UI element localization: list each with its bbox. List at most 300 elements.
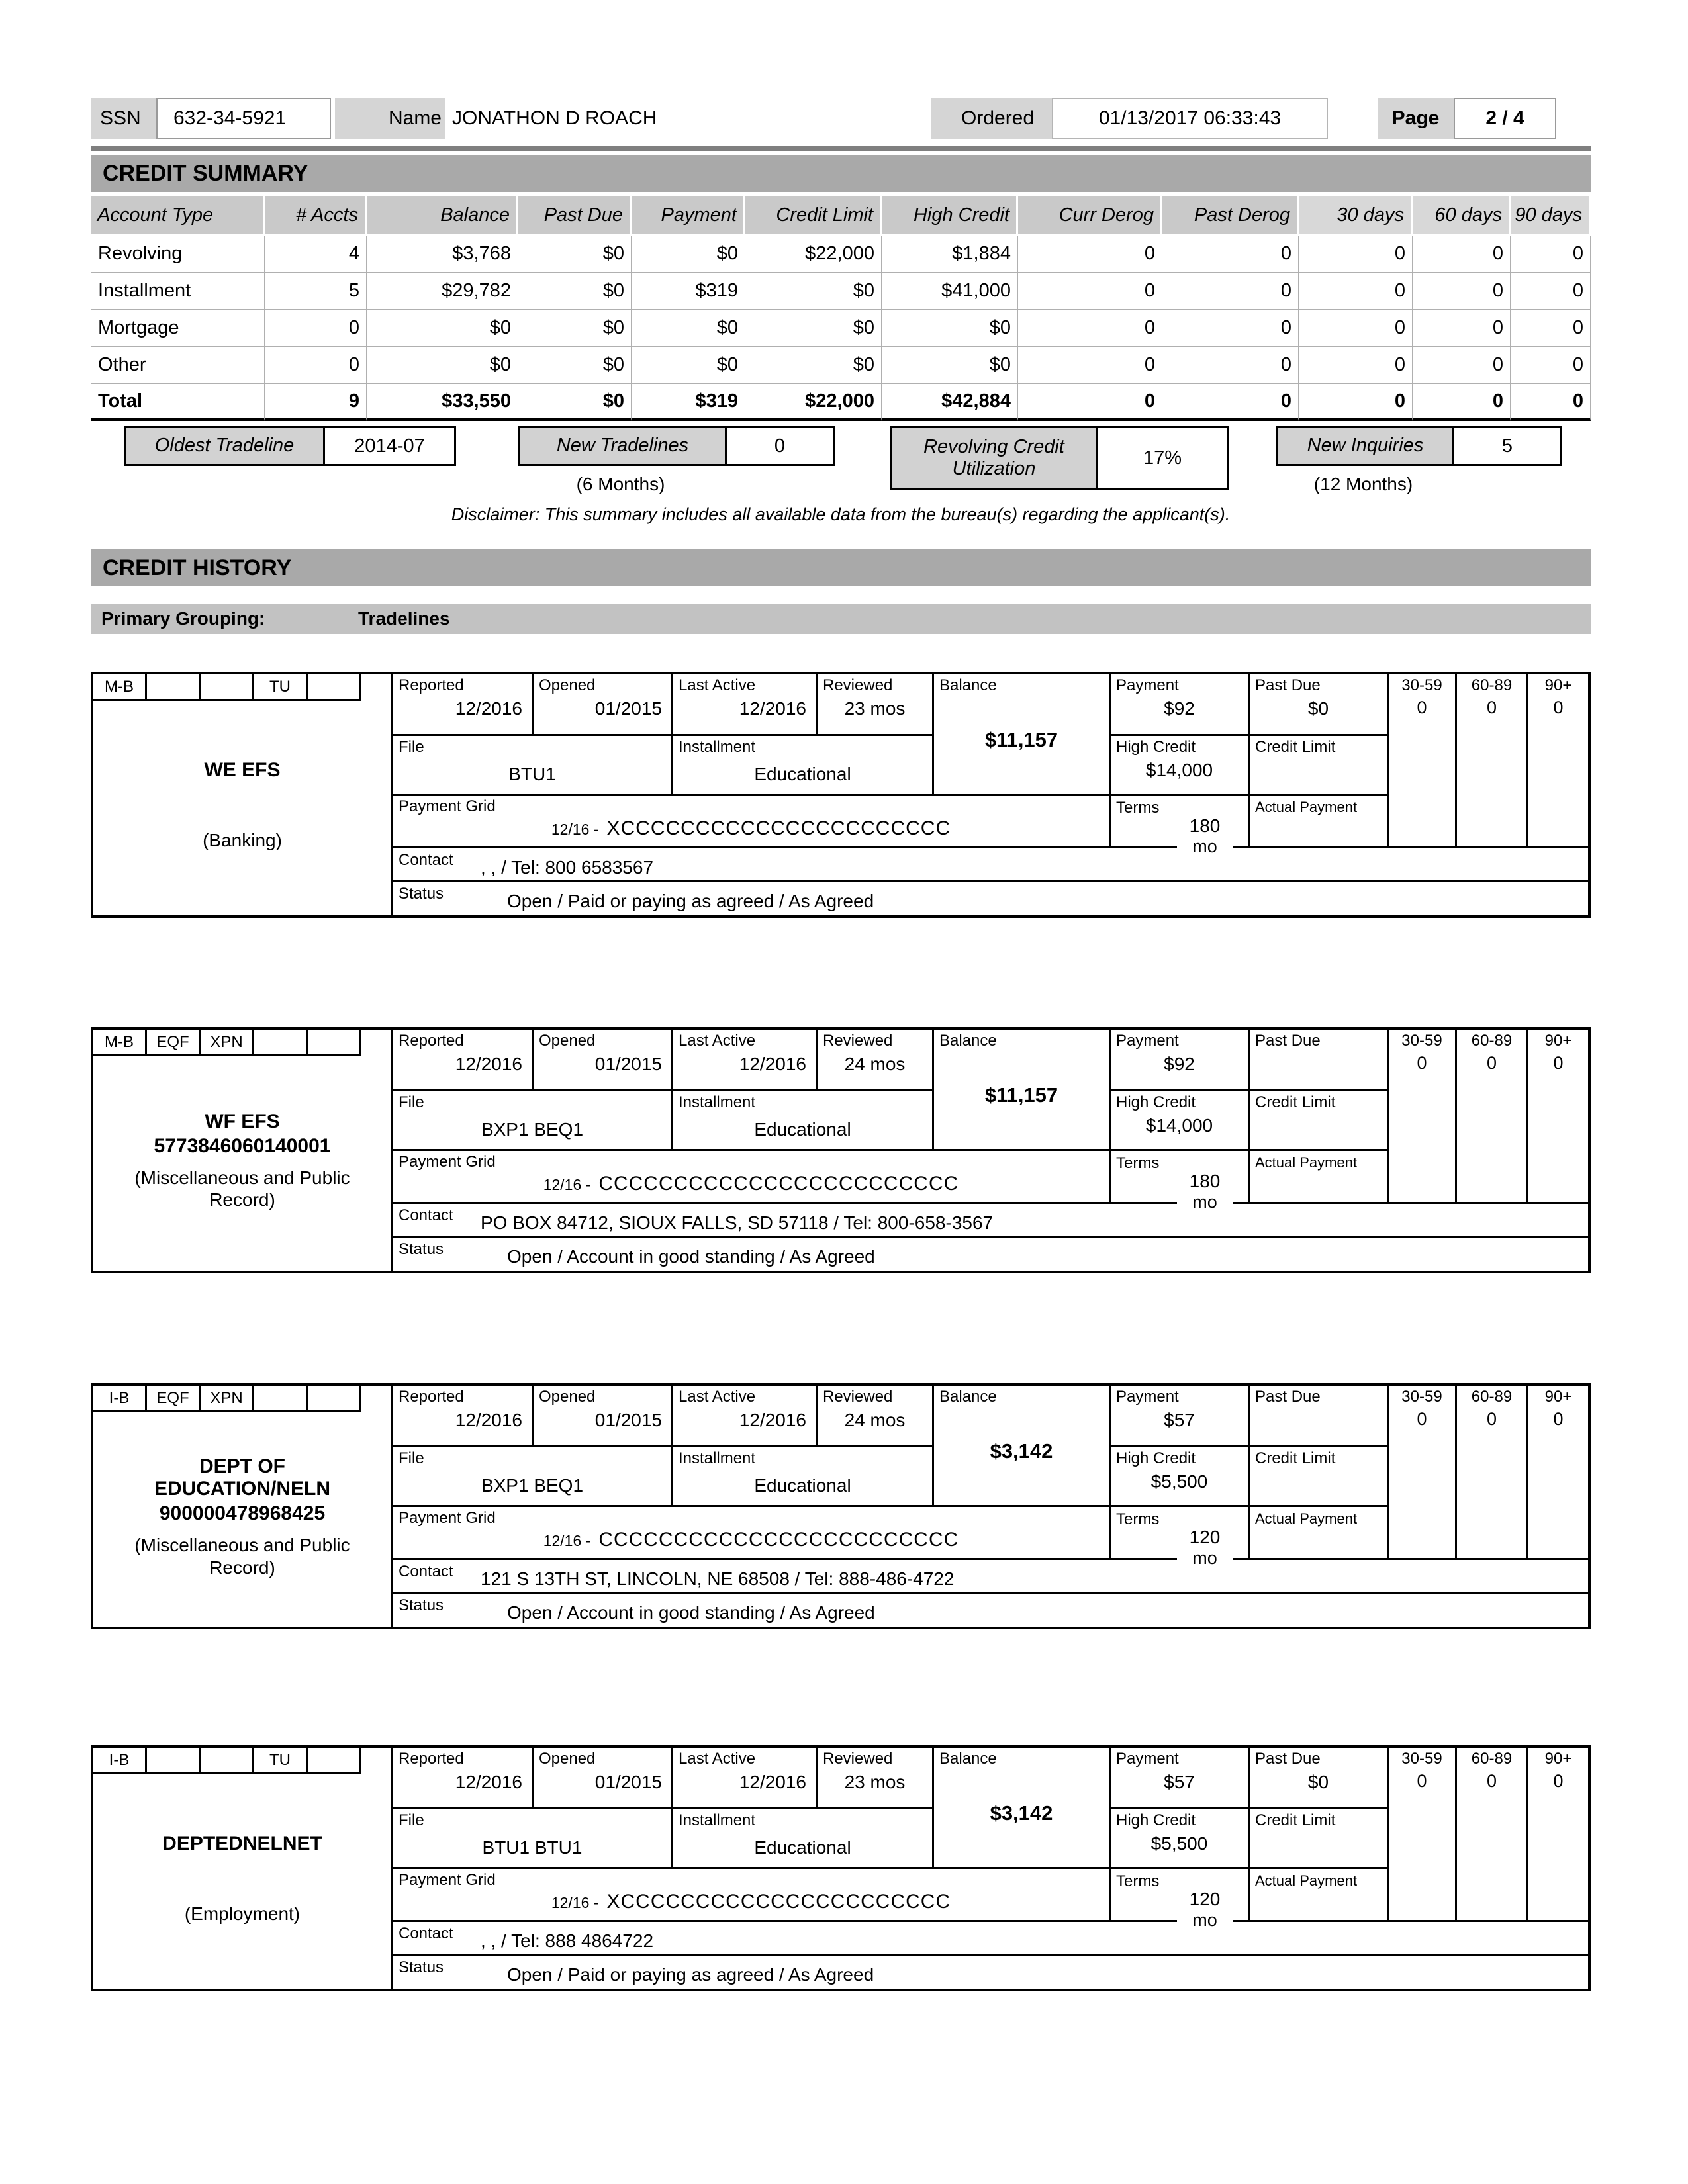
table-row — [91, 347, 1591, 384]
file-value: BTU1 — [508, 764, 556, 785]
file-label: File — [399, 1811, 424, 1829]
late-30-59-label: 30-59 — [1401, 1750, 1442, 1768]
creditor-category: (Miscellaneous and Public Record) — [134, 1167, 350, 1210]
high-credit-label: High Credit — [1116, 1093, 1196, 1111]
late-90-value: 0 — [1553, 1409, 1564, 1429]
late-90-cell — [1528, 1748, 1588, 1922]
terms-value: 120 — [1189, 1889, 1221, 1909]
payment-grid-string: CCCCCCCCCCCCCCCCCCCCCCCC — [598, 1529, 959, 1551]
column-header: Credit Limit — [745, 196, 882, 234]
late-30-59-value: 0 — [1417, 1053, 1427, 1073]
cell: 0 — [1162, 384, 1299, 421]
terms-label: Terms — [1116, 1510, 1160, 1528]
past-due-label: Past Due — [1255, 1750, 1321, 1768]
late-30-59-value: 0 — [1417, 1771, 1427, 1791]
cell: 0 — [1511, 273, 1591, 310]
creditor-panel — [93, 1386, 393, 1627]
cell: Mortgage — [91, 310, 265, 347]
opened-value: 01/2015 — [594, 1772, 662, 1793]
bureau-cell — [201, 674, 254, 701]
cell: $41,000 — [882, 273, 1018, 310]
payment-grid-string: XCCCCCCCCCCCCCCCCCCCCCC — [606, 817, 951, 840]
opened-value: 01/2015 — [594, 1054, 662, 1075]
credit-limit-label: Credit Limit — [1255, 1449, 1336, 1467]
cell: $0 — [367, 310, 518, 347]
last-active-cell — [673, 1748, 818, 1809]
bureau-cell: EQF — [147, 1386, 201, 1412]
status-value: Open / Account in good standing / As Agreed — [507, 1246, 875, 1267]
status-label: Status — [399, 1240, 444, 1258]
late-90-label: 90+ — [1544, 1388, 1572, 1406]
cell: 0 — [1018, 347, 1162, 384]
ordered-label: Ordered — [931, 98, 1052, 139]
cell: 0 — [1018, 236, 1162, 273]
cell: $0 — [367, 347, 518, 384]
reviewed-value: 24 mos — [844, 1054, 906, 1075]
oldest-tradeline-value: 2014-07 — [325, 428, 454, 464]
bureau-cell — [308, 1030, 361, 1056]
cell: 0 — [1018, 310, 1162, 347]
contact-cell — [393, 848, 1588, 882]
summary-badges — [91, 426, 1591, 539]
late-60-89-label: 60-89 — [1471, 1750, 1513, 1768]
reviewed-label: Reviewed — [823, 1032, 893, 1050]
cell: 0 — [1511, 347, 1591, 384]
high-credit-value: $14,000 — [1145, 760, 1213, 781]
high-credit-label: High Credit — [1116, 738, 1196, 756]
cell: 0 — [1018, 273, 1162, 310]
cell: 0 — [1413, 347, 1511, 384]
late-90-value: 0 — [1553, 1771, 1564, 1791]
tradeline-detail-grid — [393, 674, 1588, 915]
cell: 0 — [265, 310, 367, 347]
account-number: 900000478968425 — [159, 1502, 326, 1524]
new-inquiries-value: 5 — [1454, 428, 1560, 464]
bureau-cell — [254, 1386, 308, 1412]
reviewed-cell — [818, 1030, 934, 1091]
bureau-cell: XPN — [201, 1386, 254, 1412]
cell: 0 — [1162, 236, 1299, 273]
terms-unit: mo — [1177, 1192, 1233, 1213]
payment-label: Payment — [1116, 676, 1179, 694]
file-label: File — [399, 1093, 424, 1111]
last-active-value: 12/2016 — [739, 1410, 806, 1431]
last-active-value: 12/2016 — [739, 698, 806, 719]
high-credit-cell — [1111, 736, 1250, 796]
past-due-cell — [1250, 1386, 1389, 1447]
payment-grid-date: 12/16 - — [543, 1176, 591, 1194]
actual-payment-label: Actual Payment — [1255, 1154, 1358, 1171]
cell: Installment — [91, 273, 265, 310]
new-tradelines-value: 0 — [727, 428, 833, 464]
balance-label: Balance — [939, 676, 997, 694]
late-90-cell — [1528, 1030, 1588, 1204]
contact-cell — [393, 1922, 1588, 1956]
credit-limit-label: Credit Limit — [1255, 738, 1336, 756]
terms-cell — [1111, 796, 1250, 856]
file-label: File — [399, 1449, 424, 1467]
cell: Other — [91, 347, 265, 384]
reported-label: Reported — [399, 1032, 464, 1050]
column-header: High Credit — [882, 196, 1018, 234]
opened-cell — [534, 1748, 673, 1809]
terms-unit: mo — [1177, 1910, 1233, 1931]
cell: 5 — [265, 273, 367, 310]
payment-grid-date: 12/16 - — [551, 1894, 599, 1912]
cell: 0 — [1162, 273, 1299, 310]
name-label: Name — [335, 98, 445, 139]
opened-cell — [534, 1030, 673, 1091]
tradeline-block — [91, 1027, 1591, 1273]
late-30-59-cell — [1389, 1030, 1457, 1204]
account-type-detail: Educational — [754, 1475, 851, 1496]
reviewed-label: Reviewed — [823, 1388, 893, 1406]
file-cell — [393, 1091, 673, 1151]
balance-value: $11,157 — [984, 1083, 1058, 1107]
payment-cell — [1111, 1386, 1250, 1447]
last-active-label: Last Active — [679, 1032, 756, 1050]
credit-limit-cell — [1250, 1447, 1389, 1507]
cell: 0 — [1299, 236, 1413, 273]
balance-cell — [934, 1030, 1111, 1151]
bureau-cell: TU — [254, 674, 308, 701]
payment-grid-cell — [393, 796, 1111, 848]
cell: $3,768 — [367, 236, 518, 273]
payment-grid-label: Payment Grid — [399, 797, 496, 815]
cell: $0 — [745, 347, 882, 384]
past-due-cell — [1250, 674, 1389, 736]
terms-cell — [1111, 1869, 1250, 1930]
file-cell — [393, 736, 673, 796]
creditor-category: (Miscellaneous and Public Record) — [134, 1534, 350, 1578]
cell: Revolving — [91, 236, 265, 273]
last-active-value: 12/2016 — [739, 1054, 806, 1075]
cell: 0 — [1299, 384, 1413, 421]
credit-summary-title: CREDIT SUMMARY — [91, 155, 1591, 192]
cell: $22,000 — [745, 384, 882, 421]
late-90-cell — [1528, 1386, 1588, 1560]
cell: $0 — [632, 236, 745, 273]
balance-label: Balance — [939, 1388, 997, 1406]
contact-value: PO BOX 84712, SIOUX FALLS, SD 57118 / Tel: 800-658-3567 — [481, 1212, 994, 1233]
bureau-cell — [308, 1748, 361, 1774]
cell: $22,000 — [745, 236, 882, 273]
payment-value: $92 — [1164, 698, 1195, 719]
late-90-label: 90+ — [1544, 1750, 1572, 1768]
column-header: Balance — [367, 196, 518, 234]
high-credit-cell — [1111, 1447, 1250, 1507]
bureau-cell — [308, 1386, 361, 1412]
creditor-panel — [93, 1030, 393, 1271]
late-60-89-cell — [1457, 1748, 1528, 1922]
past-due-label: Past Due — [1255, 676, 1321, 694]
high-credit-cell — [1111, 1091, 1250, 1151]
creditor-name: DEPTEDNELNET — [162, 1832, 322, 1854]
account-type-detail: Educational — [754, 1837, 851, 1858]
actual-payment-label: Actual Payment — [1255, 1872, 1358, 1889]
cell: $0 — [632, 310, 745, 347]
contact-label: Contact — [399, 1925, 453, 1942]
late-60-89-label: 60-89 — [1471, 676, 1513, 694]
reported-value: 12/2016 — [455, 1772, 522, 1793]
reviewed-cell — [818, 1386, 934, 1447]
cell: $0 — [882, 310, 1018, 347]
last-active-cell — [673, 674, 818, 736]
tradeline-detail-grid — [393, 1748, 1588, 1989]
balance-value: $3,142 — [990, 1439, 1053, 1463]
payment-value: $57 — [1164, 1772, 1195, 1793]
tradeline-block — [91, 1745, 1591, 1991]
column-header: 90 days — [1511, 196, 1591, 234]
cell: $0 — [745, 273, 882, 310]
column-header: 30 days — [1299, 196, 1413, 234]
reviewed-value: 23 mos — [844, 698, 906, 719]
actual-payment-label: Actual Payment — [1255, 799, 1358, 815]
account-type-label: Installment — [679, 738, 756, 756]
late-60-89-value: 0 — [1486, 698, 1497, 717]
late-60-89-label: 60-89 — [1471, 1388, 1513, 1406]
primary-grouping-value: Tradelines — [358, 608, 450, 629]
new-tradelines-box — [518, 426, 835, 466]
payment-grid-cell — [393, 1869, 1111, 1922]
tradeline-detail-grid — [393, 1030, 1588, 1271]
status-cell — [393, 1956, 1588, 1989]
creditor-name: WF EFS — [205, 1111, 280, 1133]
cell: $29,782 — [367, 273, 518, 310]
account-type-cell — [673, 736, 934, 796]
reviewed-value: 24 mos — [844, 1410, 906, 1431]
high-credit-value: $14,000 — [1145, 1115, 1213, 1136]
balance-cell — [934, 674, 1111, 796]
terms-value: 180 — [1189, 1171, 1221, 1191]
opened-label: Opened — [539, 676, 596, 694]
past-due-value: $0 — [1307, 1772, 1329, 1793]
reported-cell — [393, 1386, 534, 1447]
high-credit-cell — [1111, 1809, 1250, 1869]
new-tradelines-period: (6 Months) — [576, 474, 665, 494]
bureau-cell: TU — [254, 1748, 308, 1774]
revolving-utilization-label: Revolving Credit Utilization — [892, 428, 1098, 488]
ssn-value: 632-34-5921 — [156, 98, 331, 139]
cell: $0 — [518, 347, 632, 384]
status-value: Open / Account in good standing / As Agreed — [507, 1602, 875, 1623]
bureau-cell: XPN — [201, 1030, 254, 1056]
file-value: BXP1 BEQ1 — [481, 1119, 584, 1140]
reviewed-label: Reviewed — [823, 1750, 893, 1768]
file-value: BTU1 BTU1 — [482, 1837, 583, 1858]
payment-value: $92 — [1164, 1054, 1195, 1075]
reported-cell — [393, 1030, 534, 1091]
opened-label: Opened — [539, 1032, 596, 1050]
tradeline-block — [91, 1383, 1591, 1629]
oldest-tradeline-box — [124, 426, 456, 466]
summary-disclaimer: Disclaimer: This summary includes all available data from the bureau(s) regarding the applicant(s). — [451, 504, 1231, 524]
account-type-cell — [673, 1091, 934, 1151]
file-cell — [393, 1809, 673, 1869]
late-90-value: 0 — [1553, 1053, 1564, 1073]
cell: $0 — [632, 347, 745, 384]
cell: 0 — [1413, 236, 1511, 273]
actual-payment-cell — [1250, 1869, 1389, 1922]
contact-cell — [393, 1204, 1588, 1238]
new-inquiries-period: (12 Months) — [1313, 474, 1413, 494]
status-label: Status — [399, 885, 444, 903]
last-active-cell — [673, 1030, 818, 1091]
cell: $0 — [518, 310, 632, 347]
late-60-89-value: 0 — [1486, 1771, 1497, 1791]
credit-summary-table — [91, 196, 1591, 421]
cell: $0 — [518, 384, 632, 421]
cell: 0 — [265, 347, 367, 384]
cell: 0 — [1299, 273, 1413, 310]
balance-value: $3,142 — [990, 1801, 1053, 1825]
status-value: Open / Paid or paying as agreed / As Agreed — [507, 891, 874, 911]
opened-label: Opened — [539, 1750, 596, 1768]
payment-label: Payment — [1116, 1388, 1179, 1406]
cell: $0 — [882, 347, 1018, 384]
account-type-label: Installment — [679, 1811, 756, 1829]
late-30-59-cell — [1389, 674, 1457, 848]
balance-label: Balance — [939, 1032, 997, 1050]
payment-label: Payment — [1116, 1750, 1179, 1768]
cell: $0 — [745, 310, 882, 347]
revolving-utilization-box — [890, 426, 1229, 490]
payment-grid-string: XCCCCCCCCCCCCCCCCCCCCCC — [606, 1891, 951, 1913]
column-header: Account Type — [91, 196, 265, 234]
table-row — [91, 236, 1591, 273]
cell: 0 — [1511, 384, 1591, 421]
spacer — [1328, 98, 1378, 139]
file-value: BXP1 BEQ1 — [481, 1475, 584, 1496]
tradeline-block — [91, 672, 1591, 918]
bureau-row — [93, 1030, 391, 1056]
cell: $0 — [518, 273, 632, 310]
name-value: JONATHON D ROACH — [445, 98, 778, 139]
payment-grid-cell — [393, 1507, 1111, 1560]
status-cell — [393, 1594, 1588, 1627]
table-row — [91, 310, 1591, 347]
past-due-cell — [1250, 1030, 1389, 1091]
summary-header-row — [91, 196, 1591, 234]
terms-value: 180 — [1189, 815, 1221, 836]
cell: 0 — [1413, 310, 1511, 347]
high-credit-value: $5,500 — [1150, 1471, 1208, 1492]
account-type-detail: Educational — [754, 1119, 851, 1140]
contact-value: , , / Tel: 800 6583567 — [481, 857, 654, 878]
bureau-cell — [147, 1748, 201, 1774]
bureau-row — [93, 1748, 391, 1774]
cell: 0 — [1162, 347, 1299, 384]
primary-grouping-label: Primary Grouping: — [101, 608, 265, 629]
bureau-cell — [147, 674, 201, 701]
late-60-89-cell — [1457, 674, 1528, 848]
status-cell — [393, 1238, 1588, 1271]
cell: $0 — [518, 236, 632, 273]
cell: 0 — [1162, 310, 1299, 347]
creditor-info — [93, 1056, 391, 1271]
file-label: File — [399, 738, 424, 756]
bureau-cell — [254, 1030, 308, 1056]
creditor-category: (Employment) — [184, 1903, 301, 1925]
page-label: Page — [1378, 98, 1454, 139]
credit-history-title: CREDIT HISTORY — [91, 549, 1591, 586]
status-cell — [393, 882, 1588, 915]
credit-limit-label: Credit Limit — [1255, 1811, 1336, 1829]
cell: 0 — [1413, 384, 1511, 421]
column-header: Curr Derog — [1018, 196, 1162, 234]
late-90-cell — [1528, 674, 1588, 848]
bureau-cell — [201, 1748, 254, 1774]
cell: 0 — [1018, 384, 1162, 421]
actual-payment-cell — [1250, 796, 1389, 848]
late-30-59-cell — [1389, 1748, 1457, 1922]
ordered-value: 01/13/2017 06:33:43 — [1052, 98, 1328, 139]
late-60-89-value: 0 — [1486, 1409, 1497, 1429]
late-30-59-label: 30-59 — [1401, 676, 1442, 694]
payment-cell — [1111, 1748, 1250, 1809]
cell: $33,550 — [367, 384, 518, 421]
revolving-utilization-value: 17% — [1098, 428, 1227, 488]
balance-label: Balance — [939, 1750, 997, 1768]
payment-grid-date: 12/16 - — [543, 1532, 591, 1550]
late-30-59-value: 0 — [1417, 1409, 1427, 1429]
account-type-label: Installment — [679, 1093, 756, 1111]
credit-limit-cell — [1250, 1091, 1389, 1151]
late-90-value: 0 — [1553, 698, 1564, 717]
reviewed-cell — [818, 674, 934, 736]
high-credit-value: $5,500 — [1150, 1833, 1208, 1854]
reported-value: 12/2016 — [455, 1410, 522, 1431]
creditor-panel — [93, 674, 393, 915]
payment-grid-string: CCCCCCCCCCCCCCCCCCCCCCCC — [598, 1173, 959, 1195]
contact-cell — [393, 1560, 1588, 1594]
reported-label: Reported — [399, 1388, 464, 1406]
last-active-value: 12/2016 — [739, 1772, 806, 1793]
opened-value: 01/2015 — [594, 1410, 662, 1431]
high-credit-label: High Credit — [1116, 1449, 1196, 1467]
file-cell — [393, 1447, 673, 1507]
high-credit-label: High Credit — [1116, 1811, 1196, 1829]
cell: $319 — [632, 273, 745, 310]
late-60-89-label: 60-89 — [1471, 1032, 1513, 1050]
account-number: 5773846060140001 — [154, 1134, 331, 1157]
cell: 0 — [1299, 310, 1413, 347]
cell: 0 — [1511, 310, 1591, 347]
late-30-59-label: 30-59 — [1401, 1388, 1442, 1406]
past-due-label: Past Due — [1255, 1032, 1321, 1050]
terms-cell — [1111, 1507, 1250, 1568]
new-inquiries-label: New Inquiries — [1278, 428, 1454, 464]
bureau-row — [93, 1386, 391, 1412]
new-tradelines-label: New Tradelines — [520, 428, 727, 464]
creditor-info — [93, 701, 391, 915]
actual-payment-cell — [1250, 1507, 1389, 1560]
reported-label: Reported — [399, 676, 464, 694]
payment-cell — [1111, 674, 1250, 736]
payment-cell — [1111, 1030, 1250, 1091]
terms-unit: mo — [1177, 837, 1233, 858]
opened-label: Opened — [539, 1388, 596, 1406]
credit-limit-cell — [1250, 1809, 1389, 1869]
new-inquiries-box — [1276, 426, 1562, 466]
credit-limit-label: Credit Limit — [1255, 1093, 1336, 1111]
contact-label: Contact — [399, 851, 453, 869]
reviewed-value: 23 mos — [844, 1772, 906, 1793]
late-60-89-value: 0 — [1486, 1053, 1497, 1073]
reported-cell — [393, 674, 534, 736]
ssn-label: SSN — [91, 98, 156, 139]
terms-unit: mo — [1177, 1548, 1233, 1569]
